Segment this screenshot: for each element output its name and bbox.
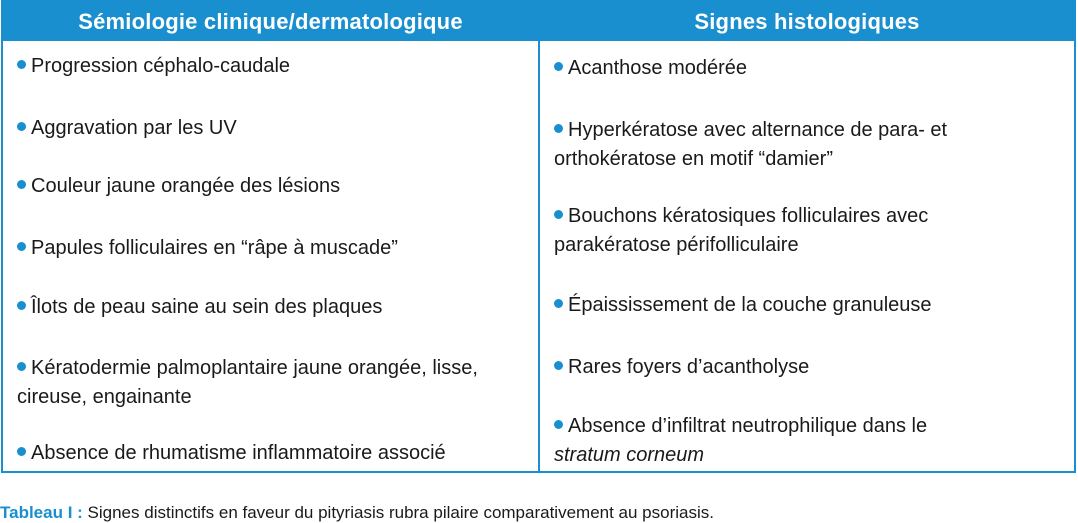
bullet-icon [17,447,26,456]
histology-column [540,2,1074,471]
bullet-icon [17,242,26,251]
clinical-column-header: Sémiologie clinique/dermatologique [3,2,538,41]
bullet-icon [554,124,563,133]
clinical-item: Papules folliculaires en “râpe à muscade” [17,234,528,263]
bullet-icon [554,299,563,308]
histology-item: Absence d’infiltrat neutrophilique dans le stratum corneum [554,415,928,466]
clinical-item: Progression céphalo-caudale [17,52,528,81]
bullet-icon [17,60,26,69]
clinical-item: Aggravation par les UV [17,114,528,143]
histology-item: Bouchons kératosiques folliculaires avec parakératose périfolliculaire [554,205,929,256]
bullet-icon [554,210,563,219]
caption-label: Tableau I : [0,503,83,522]
clinical-item: Kératodermie palmoplantaire jaune orangée, lisse, cireuse, engainante [17,357,478,408]
bullet-icon [17,362,26,371]
bullet-icon [17,180,26,189]
histology-item: Acanthose modérée [554,54,1064,83]
bullet-icon [554,420,563,429]
histology-item: Rares foyers d’acantholyse [554,353,1064,382]
bullet-icon [17,122,26,131]
bullet-icon [554,62,563,71]
bullet-icon [554,361,563,370]
table-caption [0,503,714,523]
caption-text: Signes distinctifs en faveur du pityriasis rubra pilaire comparativement au psoriasis. [82,503,714,522]
histology-item: Épaississement de la couche granuleuse [554,291,1064,320]
clinical-item: Absence de rhumatisme inflammatoire associé [17,439,528,468]
bullet-icon [17,301,26,310]
histology-column-header: Signes histologiques [540,2,1074,41]
clinical-item: Couleur jaune orangée des lésions [17,172,528,201]
clinical-item: Îlots de peau saine au sein des plaques [17,293,528,322]
histology-item: Hyperkératose avec alternance de para- et orthokératose en motif “damier” [554,119,948,170]
comparison-table [1,0,1076,473]
clinical-column [3,2,540,471]
